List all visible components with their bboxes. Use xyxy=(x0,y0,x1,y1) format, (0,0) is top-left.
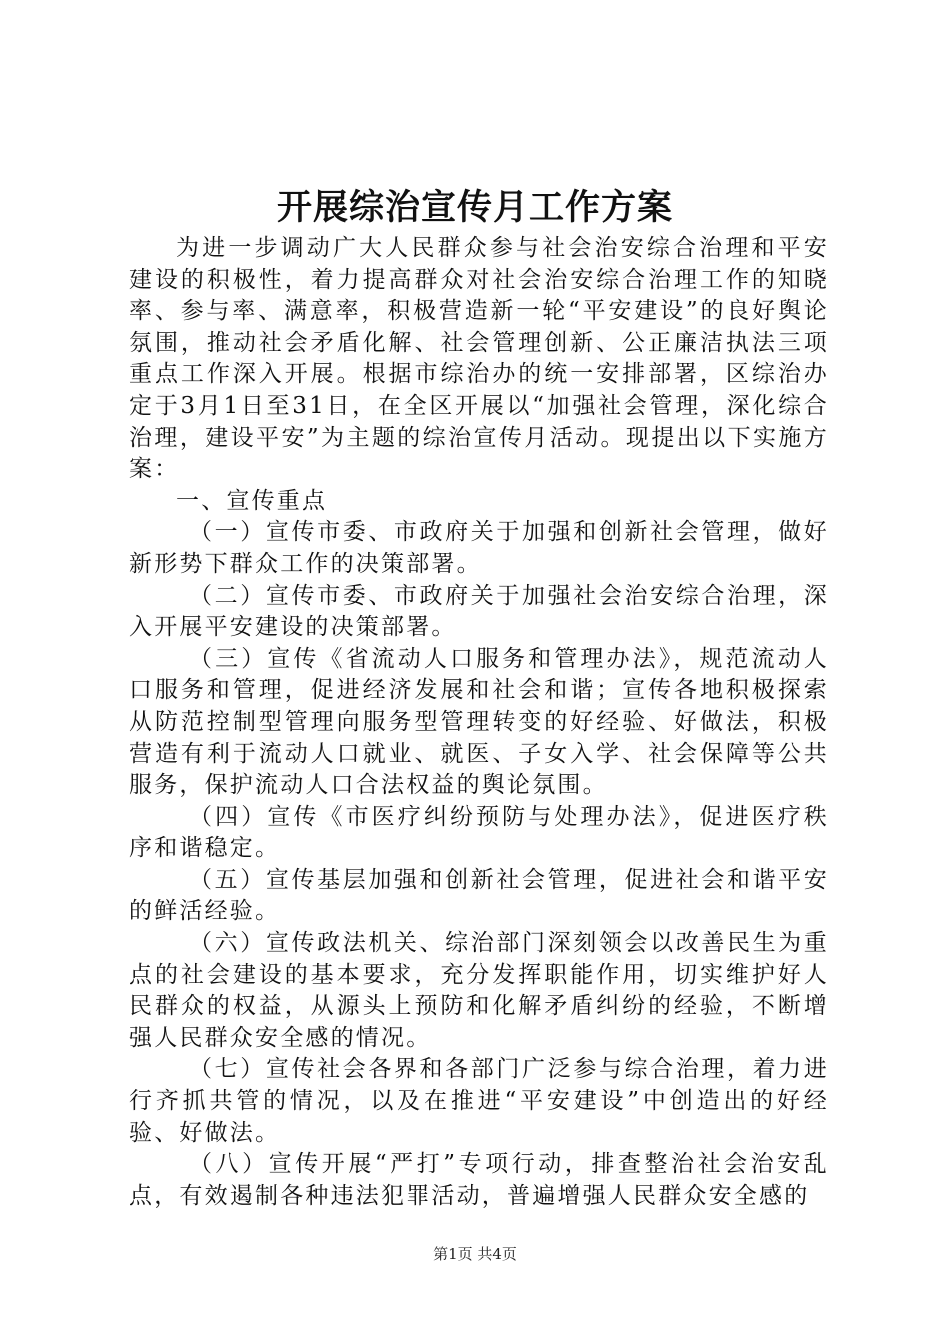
list-item-1: （一）宣传市委、市政府关于加强和创新社会管理，做好新形势下群众工作的决策部署。 xyxy=(129,519,829,577)
document-title: 开展综治宣传月工作方案 xyxy=(276,187,673,228)
section-heading-publicity-focus: 一、宣传重点 xyxy=(176,487,328,514)
list-item-8: （八）宣传开展“严打”专项行动，排查整治社会治安乱点，有效遏制各种违法犯罪活动，普遍增强人民群众安全感的 xyxy=(129,1151,829,1209)
intro-paragraph: 为进一步调动广大人民群众参与社会治安综合治理和平安建设的积极性，着力提高群众对社会治安综合治理工作的知晓率、参与率、满意率，积极营造新一轮“平安建设”的良好舆论氛围，推动社会矛盾化解、社会管理创新、公正廉洁执法三项重点工作深入开展。根据市综治办的统一安排部署，区综治办定于3月1日至31日，在全区开展以“加强社会管理，深化综合治理，建设平安”为主题的综治宣传月活动。现提出以下实施方案： xyxy=(129,235,829,483)
page-footer xyxy=(0,1244,950,1264)
list-item-4: （四）宣传《市医疗纠纷预防与处理办法》，促进医疗秩序和谐稳定。 xyxy=(129,803,829,862)
list-item-3: （三）宣传《省流动人口服务和管理办法》，规范流动人口服务和管理，促进经济发展和社会和谐；宣传各地积极探索从防范控制型管理向服务型管理转变的好经验、好做法，积极营造有利于流动人口就业、就医、子女入学、社会保障等公共服务，保护流动人口合法权益的舆论氛围。 xyxy=(129,645,829,799)
list-item-5: （五）宣传基层加强和创新社会管理，促进社会和谐平安的鲜活经验。 xyxy=(129,866,829,925)
document-body xyxy=(129,233,829,1212)
list-item-2: （二）宣传市委、市政府关于加强社会治安综合治理，深入开展平安建设的决策部署。 xyxy=(129,582,829,641)
page-total: 共4页 xyxy=(477,1245,517,1263)
page-number: 第1页 xyxy=(433,1245,473,1263)
list-item-6: （六）宣传政法机关、综治部门深刻领会以改善民生为重点的社会建设的基本要求，充分发挥职能作用，切实维护好人民群众的权益，从源头上预防和化解矛盾纠纷的经验，不断增强人民群众安全感的情况。 xyxy=(129,930,829,1051)
list-item-7: （七）宣传社会各界和各部门广泛参与综合治理，着力进行齐抓共管的情况，以及在推进“平安建设”中创造出的好经验、好做法。 xyxy=(129,1056,829,1146)
